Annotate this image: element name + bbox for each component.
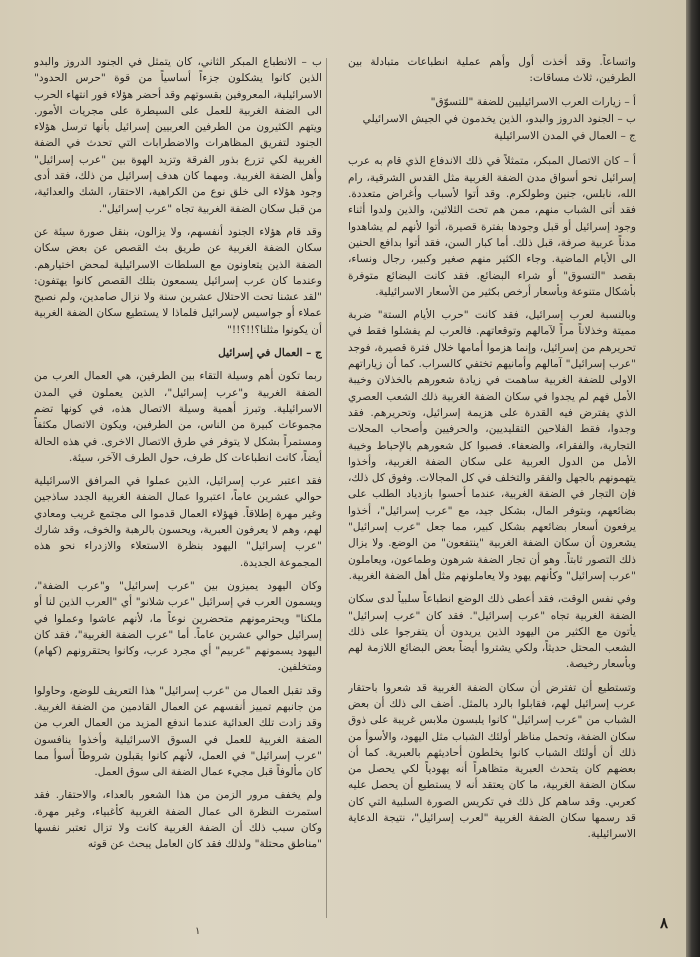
body-paragraph: وقد تقبل العمال من "عرب إسرائيل" هذا التعريف للوضع، وحاولوا من جانبهم تمييز أنفسهم عن العمال القادمين من الضفة الغربية. وقد زادت تلك العدائية عندما اندفع المزيد من العمال العرب من الضفة الغربية للعمل في السوق الاسرائيلية وأخذوا ينافسون "عرب إسرائيل" في العمل، لأنهم كانوا يقبلون شروطاً أسوأ مما كان مألوفاً قبل مجيء عمال الضفة الى سوق العمل. (34, 684, 322, 779)
body-paragraph: وكان اليهود يميزون بين "عرب إسرائيل" و"عرب الضفة"، ويسمون العرب في إسرائيل "عرب شلانو" أي "العرب الذين لنا أو ملكنا" ويحترمونهم متحضرين نوعاً ما، لأنهم عاشوا وعملوا في إسرائيل حوالي عشرين عاماً. أما "عرب الضفة الغربية"، فقد كان اليهود يسمونهم "عربيم" أي مجرد عرب، وكانوا يحتقرونهم (كهام) ومتخلفين. (34, 579, 322, 674)
page-number: ٨ (660, 914, 669, 932)
body-paragraph: ولم يخفف مرور الزمن من هذا الشعور بالعداء، والاحتقار. فقد استمرت النظرة الى عمال الضفة الغربية كأغبياء، وغير مهرة. وكان سبب ذلك أن الضفة الغربية كانت ولا تزال تعتبر نفسها "مناطق محتلة" ولذلك فقد كان العامل يبحث عن قوته (34, 789, 322, 851)
body-paragraph: وبالنسبة لعرب إسرائيل، فقد كانت "حرب الأيام الستة" ضربة مميتة وخذلاناً مراً لآمالهم وتوقعاتهم. فالعرب لم يفشلوا فقط في تحريرهم من إسرائيل، وإنما هزموا أمامها خلال فترة قصيرة، فوجد "عرب إسرائيل" آمالهم وأمانيهم تختفي كالسراب. كما أن زياراتهم الاولى للضفة الغربية ساهمت في زيادة شعورهم بالخذلان وخيبة الأمل فهم لم يجدوا في سكان الضفة الغربية ذلك الشعب العصري الذي يفترض فيه القدرة على هزيمة إسرائيل، وتحريرهم. فقد وجدوا، فقط الفلاحين التقليديين، والحرفيين وأصحاب المحلات التجارية، والفقراء، والضعفاء. فصبوا كل شعورهم بالإحباط وخيبة الأمل من الدول العربية على سكان الضفة الغربية، وأخذوا يتهمونهم بالجهل والفقر والتخلف في كل المجالات. وفوق كل ذلك، فإن التجار في الضفة الغربية، عندما أحسوا بازدياد الطلب على بضائعهم، وبتوفر المال، بشكل جيد، مع "عرب إسرائيل"، أخذوا يرفعون أسعار بضائعهم بشكل كبير، مما جعل "عرب إسرائيل" يشعرون أن سكان الضفة الغربية "ينتفعون" من الوضع. ولا يزال ذلك التصور ثابتاً. وهو أن تجار الضفة شرهون وطماعون، ويعاملون "عرب إسرائيل" وكأنهم يهود ولا يعاملونهم مثل أهل الضفة الغربية. (348, 309, 636, 582)
intro-paragraph: واتساعاً. وقد أخذت أول وأهم عملية انطباعات متبادلة بين الطرفين، ثلاث مساقات: (348, 56, 636, 85)
body-paragraph: وتستطيع أن تفترض أن سكان الضفة الغربية قد شعروا باحتقار عرب إسرائيل لهم، فقابلوا بالرد بالمثل. أضف الى ذلك أن بعض الشباب من "عرب إسرائيل" كانوا يلبسون ملابس غريبة على ذوق سكان الضفة، وتحمل مناظر أولئك الشباب مثل اليهود، والأسوأ من ذلك أن أولئك الشباب كانوا يخلطون أحاديثهم بالعبرية. كما أن بعضهم كان يتحدث العبرية متظاهراً أنه يهودياً لكي يحصل من سكان الضفة الغربية، ما كان يعتقد أنه لا يستطيع أن يحصل عليه كعربي. وقد ساهم كل ذلك في تكريس الصورة السلبية التي كان قد رسمها سكان الضفة الغربية "لعرب إسرائيل"، نتيجة الدعاية الاسرائيلية. (348, 681, 636, 841)
section-heading: ج – العمال في إسرائيل (218, 347, 322, 360)
footer-mark: ١ (195, 926, 201, 937)
left-column (34, 54, 322, 934)
body-paragraph: ب – الانطباع المبكر الثاني، كان يتمثل في الجنود الدروز والبدو الذين كانوا يشكلون جزءاً أساسياً من قوة "حرس الحدود" الاسرائيلية، المعروفين بقسوتهم وقد أحضر هؤلاء فور انتهاء الحرب الى الضفة الغربية للعمل على السيطرة على مجريات الأمور. ويتهم الكثيرون من الطرفين العربيين إسرائيل بأنها ترسل هؤلاء الجنود لتفريق المظاهرات والاضطرابات التي تحدث في الضفة الغربية لكي تزرع بذور الفرقة وتزيد الهوة بين "عرب إسرائيل" وأهل الضفة الغربية. ومهما كان هدف إسرائيل من ذلك، فقد أدى وجود هؤلاء الى خلق نوع من الكراهية، الاحتقار، الشك والعدائية، من قبل سكان الضفة الغربية تجاه "عرب إسرائيل". (34, 56, 322, 215)
list-item: ب – الجنود الدروز والبدو، الذين يخدمون في الجيش الاسرائيلي (362, 112, 636, 125)
list-item: ج – العمال في المدن الاسرائيلية (493, 130, 636, 143)
body-paragraph: أ – كان الاتصال المبكر، متمثلاً في ذلك الاندفاع الذي قام به عرب إسرائيل نحو أسواق مدن الضفة الغربية مثل القدس الشرقية، رام الله، نابلس، جنين وطولكرم. وقد أتوا لأسباب وأغراض متعددة. فقد أتى الشباب منهم، ممن هم تحت الثلاثين، والذين ولدوا أثناء وجود إسرائيل أو قبل وجودها بفترة قصيرة، أتوا لأنهم لم يشاهدوا مدناً عربية صرفة، قبل ذلك. أما كبار السن، فقد أتوا بدافع الحنين الى الأيام الماضية. وجاء الكثير منهم صغير وكبير، رجال ونساء، بقصد "التسوق" أو شراء البضائع. فقد كانت البضائع متوفرة بأشكال متنوعة وبأسعار أرخص بكثير من الأسعار الاسرائيلية. (348, 155, 636, 298)
body-paragraph: فقد اعتبر عرب إسرائيل، الذين عملوا في المرافق الاسرائيلية حوالي عشرين عاماً، اعتبروا عمال الضفة الغربية الجدد ساذجين وغير مهرة إطلاقاً. فهؤلاء العمال قدموا الى مجتمع غريب ومعادي لهم، وهم لا يعرفون العبرية، ويحسون بالرهبة والخوف، وقد شارك "عرب إسرائيل" اليهود بنظرة الاستعلاء والازدراء نحو هذه المجموعة الجديدة. (34, 475, 322, 569)
body-paragraph: ربما تكون أهم وسيلة التقاء بين الطرفين، هي العمال العرب من الضفة الغربية و"عرب إسرائيل"، الذين يعملون في المدن الاسرائيلية. وتبرز أهمية وسيلة الاتصال هذه، في كونها تضم مجموعات كبيرة من الناس، من الطرفين، ويكون الاتصال مكثفاً ومستمراً بشكل لا يتوفر في طرق الاتصال الاخرى. في هذه الحالة أيضاً، كانت انطباعات كل طرف، حول الطرف الآخر، سيئة. (34, 370, 322, 464)
channels-list (348, 94, 636, 145)
body-paragraph: وفي نفس الوقت، فقد أعطى ذلك الوضع انطباعاً سلبياً لدى سكان الضفة الغربية تجاه "عرب إسرائيل". فقد كان "عرب إسرائيل" يأتون مع الكثير من اليهود الذين يريدون أن يتفرجوا على ذلك الشعب المحتل حديثاً، ولكي يشتروا أيضاً بعض البضائع اللازمة لهم وبأسعار رخيصة. (348, 593, 636, 671)
column-divider (326, 58, 327, 918)
body-paragraph: وقد قام هؤلاء الجنود أنفسهم، ولا يزالون، بنقل صورة سيئة عن سكان الضفة الغربية عن طريق بث القصص عن بعض سكان الضفة الذين يتعاونون مع السلطات الاسرائيلية لمحض اختيارهم. وعندما كان عرب إسرائيل يسمعون بتلك القصص كانوا يهتفون: "لقد عشنا تحت الاحتلال عشرين سنة ولا نزال صامدين، ولم نصبح عملاء أو جواسيس لإسرائيل فلماذا لا يستطيع سكان الضفة الغربية أن يكونوا مثلنا؟!!؟!!" (34, 225, 322, 336)
right-column (348, 54, 636, 934)
list-item: أ – زيارات العرب الاسرائيليين للضفة "للتسوّق" (430, 95, 636, 108)
binding-edge (686, 0, 700, 957)
